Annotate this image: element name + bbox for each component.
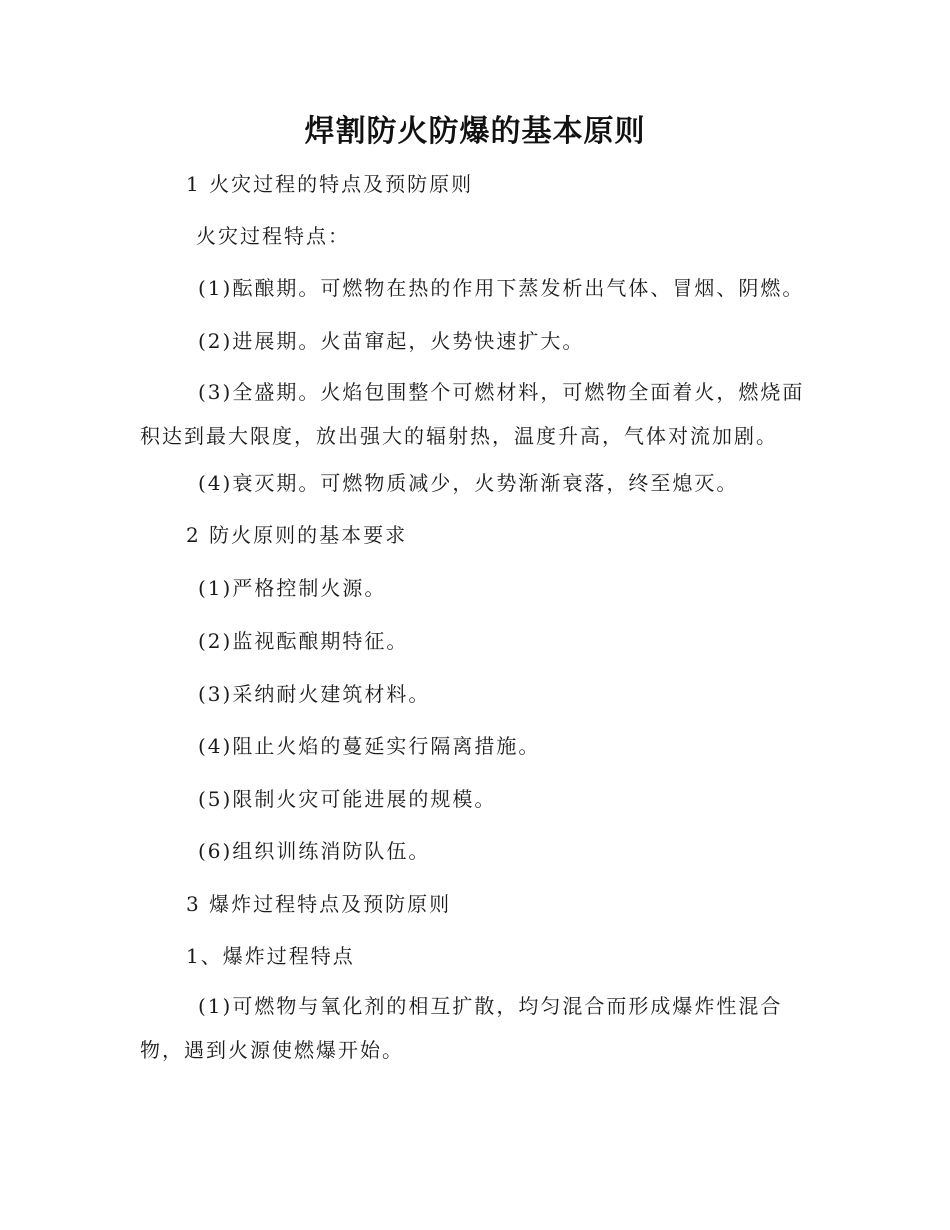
- fire-stage-3: [140, 370, 820, 458]
- rule-2: (2)监视酝酿期特征。: [198, 629, 409, 653]
- fire-features-label: 火灾过程特点：: [196, 224, 350, 248]
- rule-4: (4)阻止火焰的蔓延实行隔离措施。: [198, 734, 541, 758]
- rule-3: (3)采纳耐火建筑材料。: [198, 682, 431, 706]
- section-heading-1: 1 火灾过程的特点及预防原则: [186, 172, 474, 196]
- section-heading-2: 2 防火原则的基本要求: [186, 523, 408, 547]
- explosion-stage-1-line-1: (1)可燃物与氧化剂的相互扩散，均匀混合而形成爆炸性混合: [198, 994, 783, 1018]
- rule-6: (6)组织训练消防队伍。: [198, 839, 431, 863]
- rule-1: (1)严格控制火源。: [198, 576, 387, 600]
- fire-stage-3-line-1: (3)全盛期。火焰包围整个可燃材料，可燃物全面着火，燃烧面: [198, 380, 805, 404]
- explosion-stage-1: [140, 984, 820, 1072]
- fire-stage-3-line-2: 积达到最大限度，放出强大的辐射热，温度升高，气体对流加剧。: [140, 424, 778, 448]
- fire-stage-4: (4)衰灭期。可燃物质减少，火势渐渐衰落，终至熄灭。: [198, 471, 739, 495]
- rule-5: (5)限制火灾可能进展的规模。: [198, 787, 497, 811]
- explosion-features-label: 1、爆炸过程特点: [186, 944, 355, 968]
- section-heading-3: 3 爆炸过程特点及预防原则: [186, 892, 452, 916]
- document-title: 焊割防火防爆的基本原则: [304, 114, 646, 149]
- fire-stage-1: (1)酝酿期。可燃物在热的作用下蒸发析出气体、冒烟、阴燃。: [198, 276, 805, 300]
- explosion-stage-1-line-2: 物，遇到火源使燃爆开始。: [140, 1038, 404, 1062]
- fire-stage-2: (2)进展期。火苗窜起，火势快速扩大。: [198, 329, 585, 353]
